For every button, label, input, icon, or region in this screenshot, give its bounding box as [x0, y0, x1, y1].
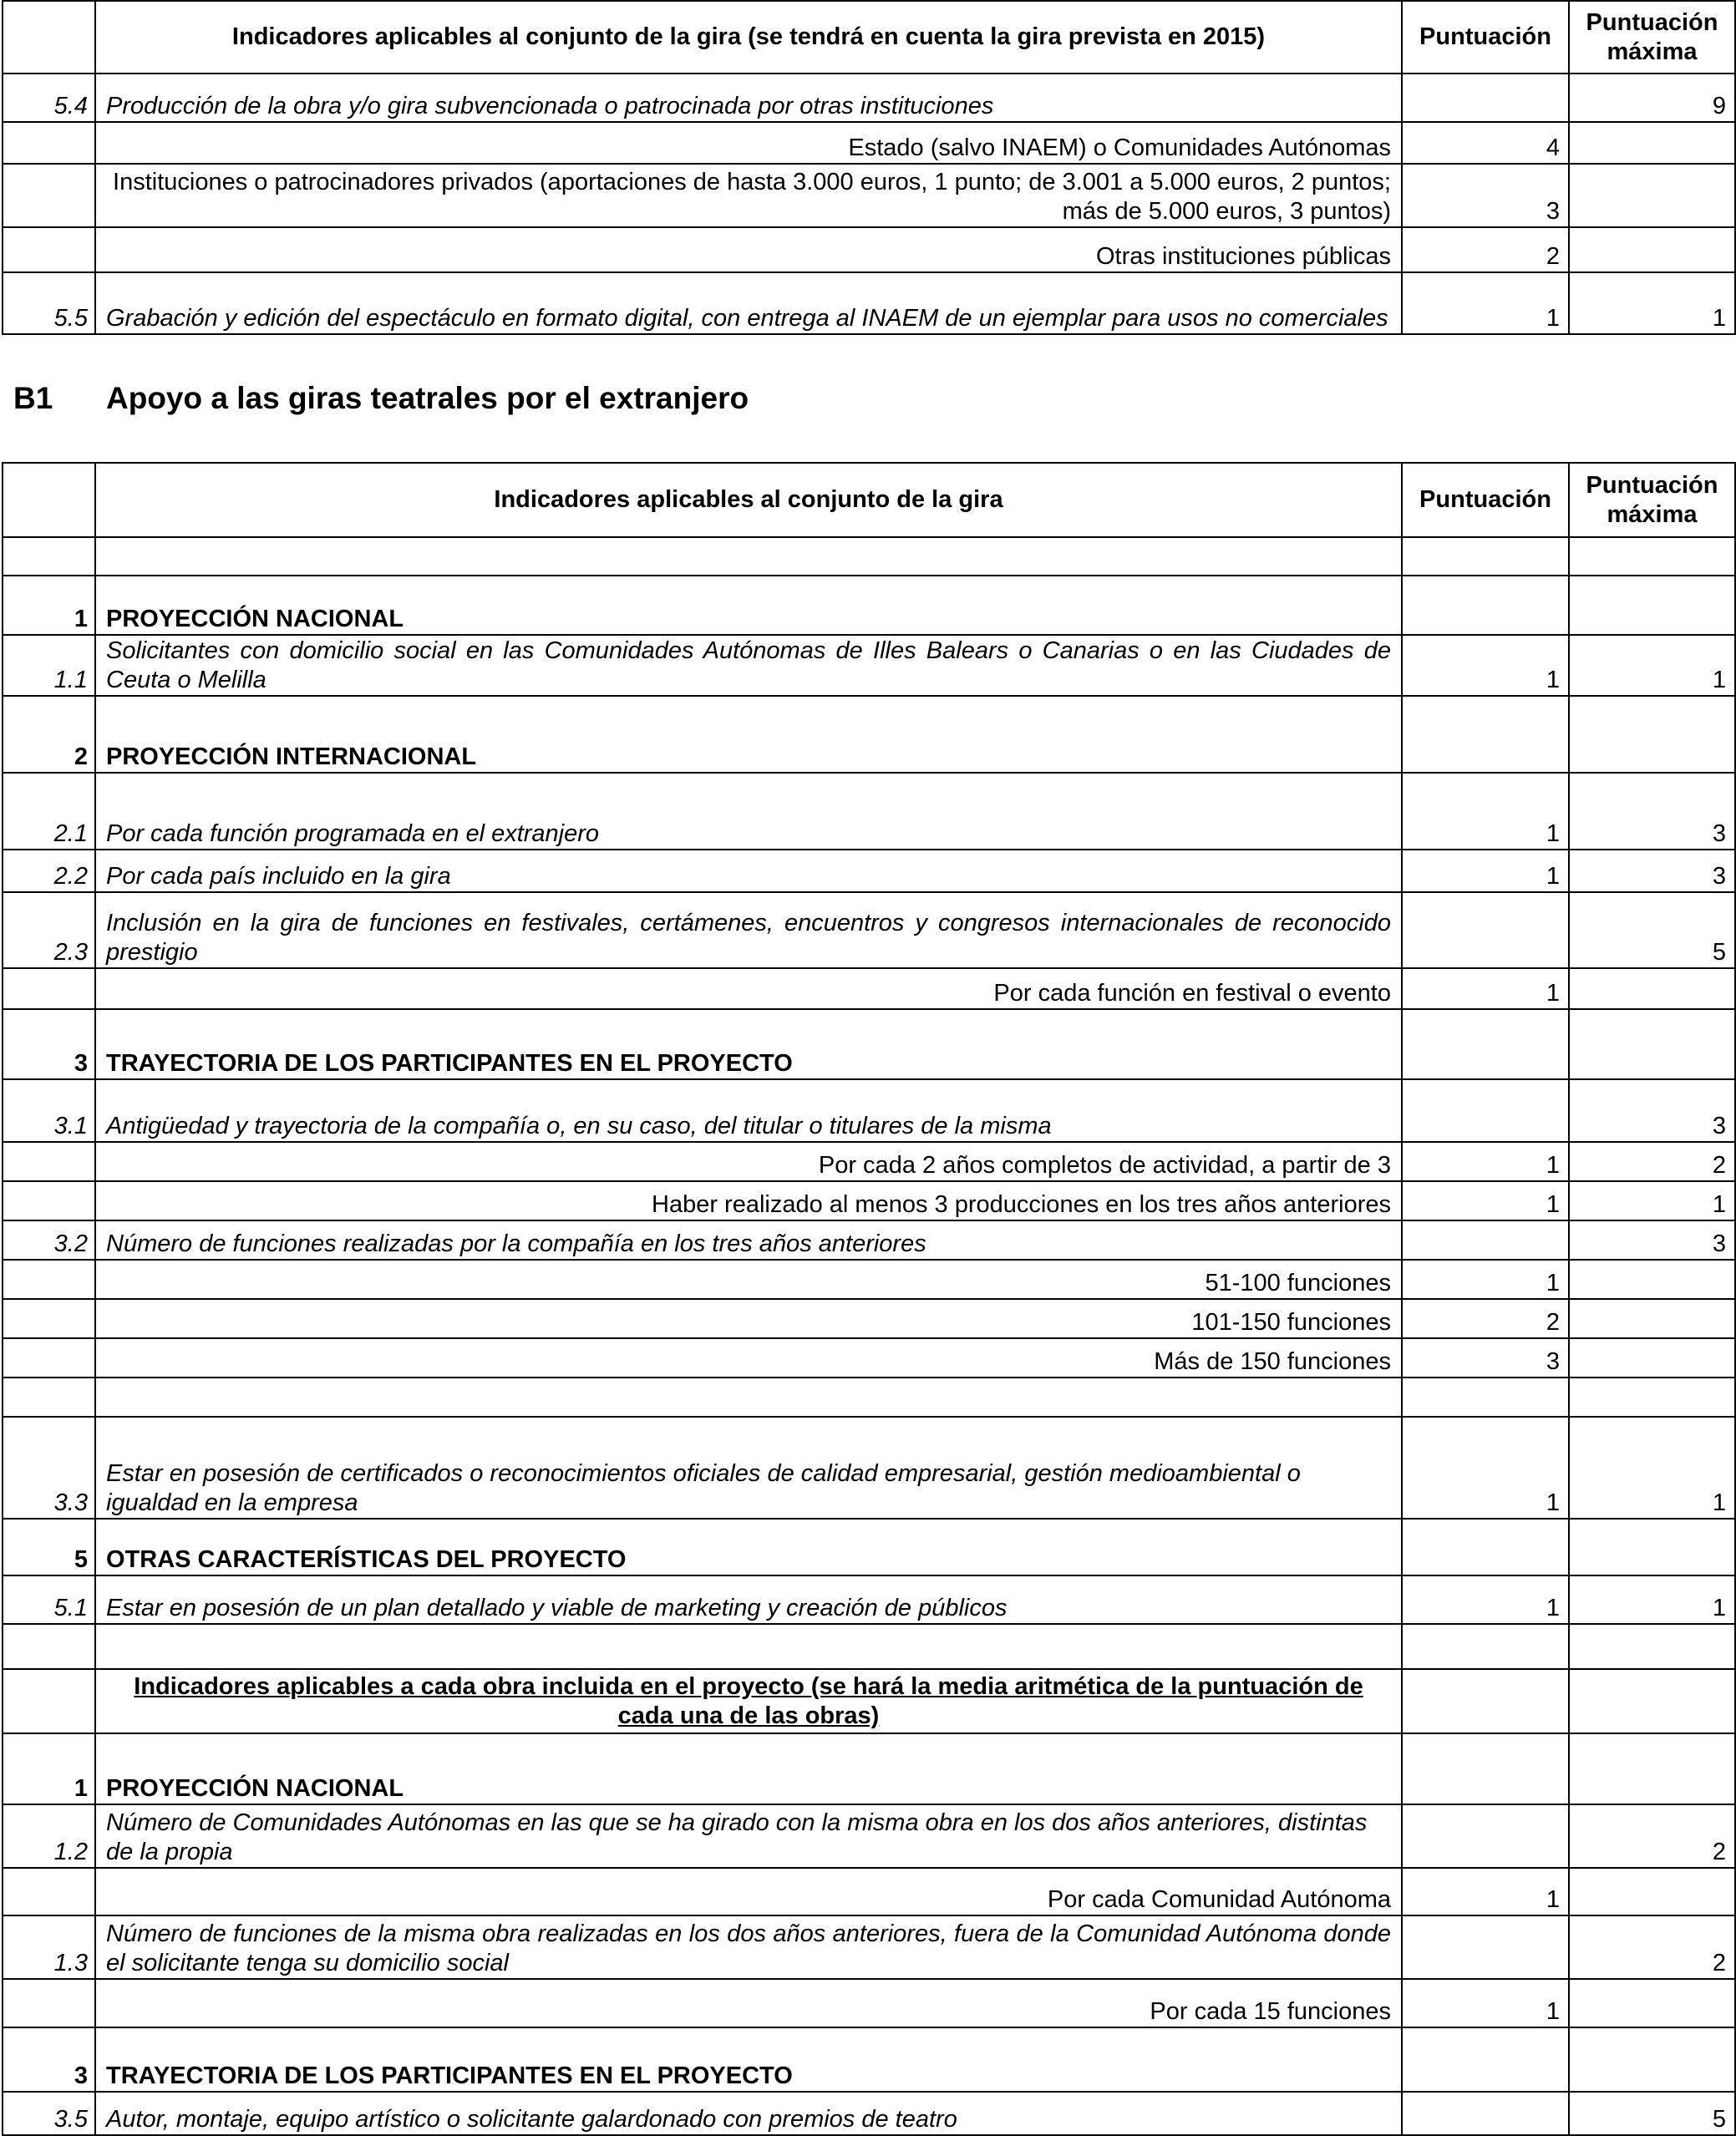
- subheader-indicator: Indicadores aplicables a cada obra incluida en el proyecto (se hará la media aritmética de la puntuación de cada una de las obras): [95, 1669, 1402, 1733]
- table-row: [3, 892, 1735, 968]
- row-max-score: 1: [1569, 1417, 1735, 1519]
- row-score: [1402, 1804, 1569, 1868]
- row-indicator: Solicitantes con domicilio social en las Comunidades Autónomas de Illes Balears o Canarias o en las Ciudades de Ceuta o Melilla: [95, 635, 1402, 696]
- row-number: [3, 164, 95, 227]
- row-section-title: PROYECCIÓN NACIONAL: [95, 576, 1402, 635]
- row-number: 2.1: [3, 773, 95, 850]
- row-max-score: [1569, 1624, 1735, 1669]
- row-score: 1: [1402, 635, 1569, 696]
- row-score: 1: [1402, 1142, 1569, 1181]
- row-indicator: [95, 1377, 1402, 1417]
- table-row: [3, 1979, 1735, 2027]
- row-indicator: Autor, montaje, equipo artístico o solicitante galardonado con premios de teatro: [95, 2092, 1402, 2135]
- row-number: [3, 968, 95, 1009]
- row-score: [1402, 74, 1569, 122]
- row-max-score: [1569, 537, 1735, 576]
- section-title: Apoyo a las giras teatrales por el extranjero: [106, 381, 749, 415]
- row-max-score: 2: [1569, 1142, 1735, 1181]
- row-section-title: PROYECCIÓN NACIONAL: [95, 1733, 1402, 1804]
- row-number: 2: [3, 696, 95, 773]
- row-score: [1402, 2092, 1569, 2135]
- row-number: 5.4: [3, 74, 95, 122]
- row-max-score: 5: [1569, 892, 1735, 968]
- row-number: 3.3: [3, 1417, 95, 1519]
- row-number: 1: [3, 576, 95, 635]
- row-score: [1402, 1377, 1569, 1417]
- row-number: 3.2: [3, 1220, 95, 1260]
- row-number: [3, 1142, 95, 1181]
- table-row: [3, 1142, 1735, 1181]
- scoring-table-gira-2015: [2, 0, 1736, 335]
- row-max-score: [1569, 122, 1735, 164]
- row-indicator: 101-150 funciones: [95, 1299, 1402, 1338]
- row-max-score: [1569, 1519, 1735, 1575]
- row-indicator: Por cada Comunidad Autónoma: [95, 1868, 1402, 1915]
- row-max-score: [1569, 1979, 1735, 2027]
- row-number: 3.5: [3, 2092, 95, 2135]
- row-score: 3: [1402, 1338, 1569, 1377]
- table-row: [3, 635, 1735, 696]
- row-indicator: Grabación y edición del espectáculo en formato digital, con entrega al INAEM de un ejemplar para usos no comerciales: [95, 272, 1402, 334]
- table-row: [3, 773, 1735, 850]
- row-number: [3, 227, 95, 272]
- row-number: 5.5: [3, 272, 95, 334]
- row-indicator: [95, 1624, 1402, 1669]
- row-max-score: [1569, 227, 1735, 272]
- row-score: [1402, 1624, 1569, 1669]
- row-score: 1: [1402, 1260, 1569, 1299]
- row-number: 3.1: [3, 1079, 95, 1142]
- row-indicator: Por cada 15 funciones: [95, 1979, 1402, 2027]
- header-indicator: Indicadores aplicables al conjunto de la gira (se tendrá en cuenta la gira prevista en 2015): [95, 1, 1402, 74]
- row-indicator: Estar en posesión de un plan detallado y viable de marketing y creación de públicos: [95, 1575, 1402, 1624]
- table-row: [3, 164, 1735, 227]
- table-row: [3, 2092, 1735, 2135]
- table-row: [3, 1519, 1735, 1575]
- row-score: 1: [1402, 968, 1569, 1009]
- row-max-score: [1569, 968, 1735, 1009]
- header-score: Puntuación: [1402, 1, 1569, 74]
- row-max-score: [1569, 1868, 1735, 1915]
- row-score: 1: [1402, 1868, 1569, 1915]
- row-section-title: OTRAS CARACTERÍSTICAS DEL PROYECTO: [95, 1519, 1402, 1575]
- row-indicator: Inclusión en la gira de funciones en festivales, certámenes, encuentros y congresos internacionales de reconocido prestigio: [95, 892, 1402, 968]
- header-indicator: Indicadores aplicables al conjunto de la gira: [95, 463, 1402, 537]
- row-score: [1402, 2027, 1569, 2092]
- row-indicator: Por cada 2 años completos de actividad, a partir de 3: [95, 1142, 1402, 1181]
- row-score: 1: [1402, 1417, 1569, 1519]
- row-indicator: Instituciones o patrocinadores privados (aportaciones de hasta 3.000 euros, 1 punto; de 3.001 a 5.000 euros, 2 puntos; más de 5.000 euros, 3 puntos): [95, 164, 1402, 227]
- row-score: [1402, 576, 1569, 635]
- row-indicator: Estado (salvo INAEM) o Comunidades Autónomas: [95, 122, 1402, 164]
- row-max-score: 3: [1569, 1079, 1735, 1142]
- row-score: 2: [1402, 1299, 1569, 1338]
- row-number: 1.2: [3, 1804, 95, 1868]
- row-indicator: [95, 537, 1402, 576]
- row-number: 2.3: [3, 892, 95, 968]
- table-row: [3, 1260, 1735, 1299]
- table-row: [3, 1079, 1735, 1142]
- row-score: [1402, 1009, 1569, 1079]
- row-score: 2: [1402, 227, 1569, 272]
- row-number: [3, 1181, 95, 1220]
- row-max-score: 1: [1569, 1575, 1735, 1624]
- table-row: [3, 1417, 1735, 1519]
- row-max-score: 2: [1569, 1804, 1735, 1868]
- table-row: [3, 74, 1735, 122]
- row-score: [1402, 1519, 1569, 1575]
- row-indicator: Por cada país incluido en la gira: [95, 850, 1402, 892]
- row-max-score: [1569, 1669, 1735, 1733]
- table-row: [3, 1575, 1735, 1624]
- row-indicator: Más de 150 funciones: [95, 1338, 1402, 1377]
- row-number: 5.1: [3, 1575, 95, 1624]
- row-number: [3, 1260, 95, 1299]
- row-number: [3, 1979, 95, 2027]
- row-max-score: 3: [1569, 1220, 1735, 1260]
- row-max-score: 5: [1569, 2092, 1735, 2135]
- row-score: [1402, 537, 1569, 576]
- row-max-score: 1: [1569, 272, 1735, 334]
- table-row: [3, 122, 1735, 164]
- row-score: 3: [1402, 164, 1569, 227]
- row-score: [1402, 1220, 1569, 1260]
- row-score: [1402, 892, 1569, 968]
- table-row: [3, 227, 1735, 272]
- row-indicator: Por cada función programada en el extranjero: [95, 773, 1402, 850]
- row-number: [3, 1338, 95, 1377]
- row-max-score: 2: [1569, 1915, 1735, 1979]
- row-max-score: [1569, 1733, 1735, 1804]
- table-row: [3, 576, 1735, 635]
- row-score: [1402, 1079, 1569, 1142]
- row-number: [3, 1669, 95, 1733]
- section-code: B1: [13, 381, 53, 415]
- row-number: 3: [3, 2027, 95, 2092]
- table-row: [3, 1220, 1735, 1260]
- row-number: [3, 537, 95, 576]
- row-indicator: Número de funciones realizadas por la compañía en los tres años anteriores: [95, 1220, 1402, 1260]
- row-score: 1: [1402, 1575, 1569, 1624]
- row-indicator: Antigüedad y trayectoria de la compañía o, en su caso, del titular o titulares de la misma: [95, 1079, 1402, 1142]
- row-score: 1: [1402, 1181, 1569, 1220]
- row-number: [3, 1299, 95, 1338]
- table-row: [3, 2027, 1735, 2092]
- table-row: [3, 696, 1735, 773]
- row-max-score: [1569, 1299, 1735, 1338]
- row-indicator: Número de Comunidades Autónomas en las que se ha girado con la misma obra en los dos años anteriores, distintas de la propia: [95, 1804, 1402, 1868]
- table-row: [3, 1733, 1735, 1804]
- row-max-score: [1569, 696, 1735, 773]
- row-indicator: Número de funciones de la misma obra realizadas en los dos años anteriores, fuera de la Comunidad Autónoma donde el solicitante tenga su domicilio social: [95, 1915, 1402, 1979]
- header-max-score: Puntuación máxima: [1569, 1, 1735, 74]
- row-section-title: TRAYECTORIA DE LOS PARTICIPANTES EN EL PROYECTO: [95, 1009, 1402, 1079]
- row-number: [3, 122, 95, 164]
- table-row: [3, 1624, 1735, 1669]
- row-score: 1: [1402, 773, 1569, 850]
- table-row: [3, 968, 1735, 1009]
- row-max-score: 1: [1569, 635, 1735, 696]
- row-indicator: Otras instituciones públicas: [95, 227, 1402, 272]
- table-row: [3, 1915, 1735, 1979]
- row-score: 4: [1402, 122, 1569, 164]
- row-max-score: [1569, 164, 1735, 227]
- table-row: [3, 537, 1735, 576]
- row-score: [1402, 1669, 1569, 1733]
- row-number: 1.1: [3, 635, 95, 696]
- row-score: 1: [1402, 272, 1569, 334]
- table-row: [3, 1377, 1735, 1417]
- table-row: [3, 1181, 1735, 1220]
- row-number: 3: [3, 1009, 95, 1079]
- row-number: [3, 1377, 95, 1417]
- row-section-title: TRAYECTORIA DE LOS PARTICIPANTES EN EL PROYECTO: [95, 2027, 1402, 2092]
- row-max-score: 9: [1569, 74, 1735, 122]
- row-indicator: Haber realizado al menos 3 producciones en los tres años anteriores: [95, 1181, 1402, 1220]
- row-max-score: [1569, 1338, 1735, 1377]
- row-number: 1.3: [3, 1915, 95, 1979]
- row-max-score: 3: [1569, 773, 1735, 850]
- row-score: 1: [1402, 1979, 1569, 2027]
- table-row: [3, 272, 1735, 334]
- row-score: [1402, 696, 1569, 773]
- table-header-row: [3, 1, 1735, 74]
- table-row: [3, 1338, 1735, 1377]
- table-row: [3, 1868, 1735, 1915]
- row-number: [3, 1624, 95, 1669]
- table-row: [3, 1804, 1735, 1868]
- row-indicator: Por cada función en festival o evento: [95, 968, 1402, 1009]
- header-num-cell: [3, 463, 95, 537]
- table-subheader-row: [3, 1669, 1735, 1733]
- table-row: [3, 1299, 1735, 1338]
- row-indicator: 51-100 funciones: [95, 1260, 1402, 1299]
- row-number: [3, 1868, 95, 1915]
- row-number: 5: [3, 1519, 95, 1575]
- row-score: [1402, 1915, 1569, 1979]
- section-heading: [13, 378, 749, 419]
- table-row: [3, 1009, 1735, 1079]
- row-max-score: [1569, 1009, 1735, 1079]
- header-max-score: Puntuación máxima: [1569, 463, 1735, 537]
- row-max-score: 1: [1569, 1181, 1735, 1220]
- table-header-row: [3, 463, 1735, 537]
- row-number: 2.2: [3, 850, 95, 892]
- row-max-score: [1569, 576, 1735, 635]
- row-score: 1: [1402, 850, 1569, 892]
- row-number: 1: [3, 1733, 95, 1804]
- row-max-score: [1569, 2027, 1735, 2092]
- row-indicator: Producción de la obra y/o gira subvencionada o patrocinada por otras instituciones: [95, 74, 1402, 122]
- row-max-score: 3: [1569, 850, 1735, 892]
- header-num-cell: [3, 1, 95, 74]
- row-section-title: PROYECCIÓN INTERNACIONAL: [95, 696, 1402, 773]
- scoring-table-giras-extranjero: [2, 462, 1736, 2136]
- header-score: Puntuación: [1402, 463, 1569, 537]
- row-score: [1402, 1733, 1569, 1804]
- row-indicator: Estar en posesión de certificados o reconocimientos oficiales de calidad empresarial, gestión medioambiental o igualdad en la empresa: [95, 1417, 1402, 1519]
- row-max-score: [1569, 1260, 1735, 1299]
- table-row: [3, 850, 1735, 892]
- row-max-score: [1569, 1377, 1735, 1417]
